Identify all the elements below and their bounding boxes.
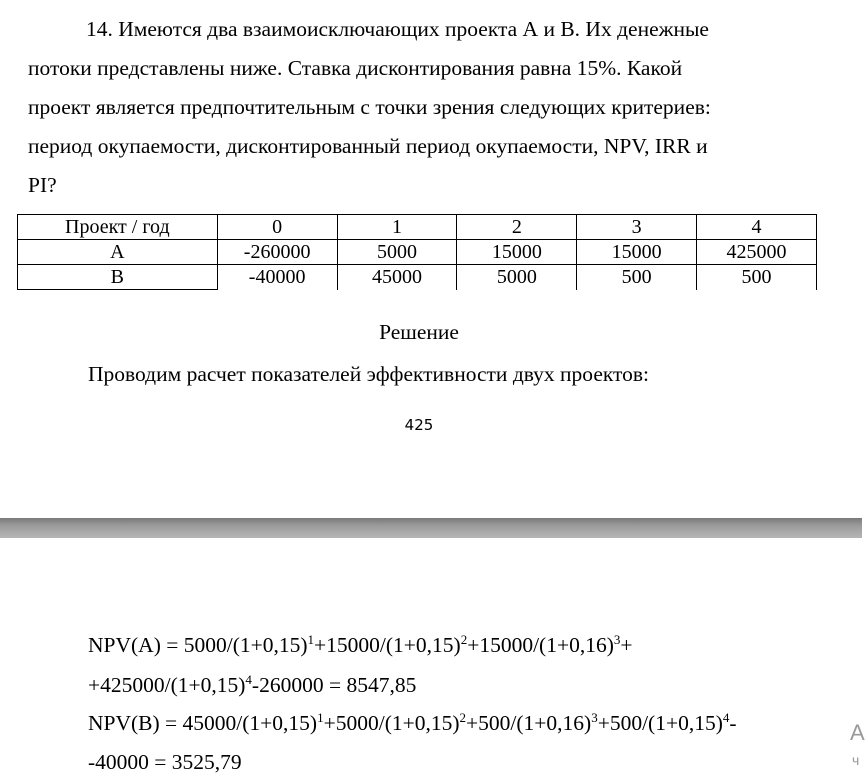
cut-off-edge-text: A [850,720,865,745]
table-cell: 45000 [337,265,457,290]
page-separator [0,518,862,538]
cut-off-edge-text: ч [852,752,860,768]
table-header-cell: Проект / год [18,215,218,240]
table-cell: 15000 [577,240,697,265]
table-row [18,265,817,290]
problem-line-5: PI? [28,173,57,197]
table-cell: 5000 [457,265,577,290]
table-cell: 500 [697,265,817,290]
cash-flow-table [17,214,817,290]
table-header-row [18,215,817,240]
formula-npv-b-line-2: -40000 = 3525,79 [88,750,242,774]
formula-npv-a-line-1: $NPV(A) = 5000/(1+0,15)^1+15000/(1+0,15)^2+15000/(1+0,16)^3+$ [88,632,633,657]
table-row [18,240,817,265]
problem-line-1: 14. Имеются два взаимоисключающих проекта А и В. Их денежные [86,17,709,41]
table-header-cell: 2 [457,215,577,240]
table-header-cell: 4 [697,215,817,240]
table-cell: 425000 [697,240,817,265]
problem-line-3: проект является предпочтительным с точки зрения следующих критериев: [28,95,711,119]
table-cell: -260000 [217,240,337,265]
formula-npv-a-line-2: $+425000/(1+0,15)^4-260000 = 8547,85$ [88,672,417,697]
table-cell: 5000 [337,240,457,265]
page-number: 425 [404,416,434,434]
table-header-cell: 3 [577,215,697,240]
table-header-cell: 1 [337,215,457,240]
problem-statement [28,10,818,205]
table-cell: 500 [577,265,697,290]
solution-intro: Проводим расчет показателей эффективности двух проектов: [88,362,650,386]
table-header-cell: 0 [217,215,337,240]
table-cell: -40000 [217,265,337,290]
problem-line-2: потоки представлены ниже. Ставка дисконтирования равна 15%. Какой [28,56,683,80]
table-cell: 15000 [457,240,577,265]
table-cell: А [18,240,218,265]
solution-heading: Решение [379,320,459,344]
table-cell: В [18,265,218,290]
formula-npv-b-line-1: $NPV(B) = 45000/(1+0,15)^1+5000/(1+0,15)^2+500/(1+0,16)^3+500/(1+0,15)^4-$ [88,710,737,735]
problem-line-4: период окупаемости, дисконтированный период окупаемости, NPV, IRR и [28,134,708,158]
